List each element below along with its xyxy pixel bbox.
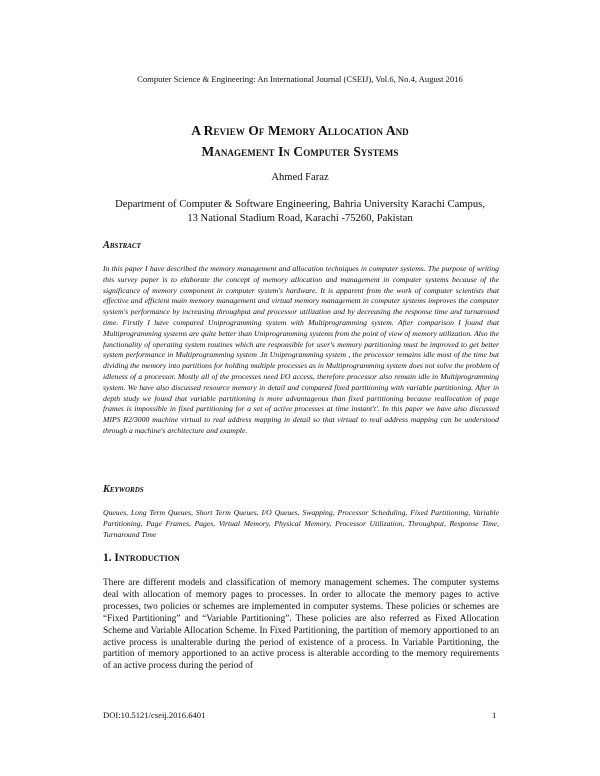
introduction-text: There are different models and classification of memory management schemes. The computer systems deal with allocation of memory pages to processes. In order to allocate the memory pages to active processes, two policies or schemes are implemented in computer systems. These policies or schemes are “Fixed Partitioning” and “Variable Partitioning”. These policies are also referred as Fixed Allocation Scheme and Variable Allocation Scheme. In Fixed Partitioning, the partition of memory apportioned to an active process is unalterable during the period of existence of a process. In Variable Partitioning, the partition of memory apportioned to an active process is alterable according to the memory requirements of an active process during the period of — [103, 578, 499, 672]
introduction-heading: 1. Introduction — [103, 552, 180, 564]
paper-title — [60, 120, 540, 162]
abstract-heading: Abstract — [103, 240, 141, 251]
doi-footer: DOI:10.5121/cseij.2016.6401 — [103, 710, 206, 720]
keywords-heading: Keywords — [103, 484, 144, 495]
affiliation-line-1: Department of Computer & Software Engineering, Bahria University Karachi Campus, — [115, 199, 485, 210]
title-line-1: A Review Of Memory Allocation And — [191, 123, 409, 138]
journal-header: Computer Science & Engineering: An International Journal (CSEIJ), Vol.6, No.4, August 2016 — [137, 74, 463, 84]
author-affiliation — [60, 198, 540, 225]
keywords-text: Queues, Long Term Queues, Short Term Queues, I/O Queues, Swapping, Processor Scheduling, Fixed Partitioning, Variable Partitioning, Page Frames, Pages, Virtual Memory, Physical Memory, Processor Utilization, Throughput, Response Time, Turnaround Time — [103, 508, 499, 539]
affiliation-line-2: 13 National Stadium Road, Karachi -75260, Pakistan — [187, 212, 413, 224]
author-name: Ahmed Faraz — [271, 172, 329, 183]
page-number: 1 — [492, 710, 497, 720]
title-line-2: Management In Computer Systems — [201, 144, 399, 159]
abstract-text: In this paper I have described the memory management and allocation techniques in computer systems. The purpose of writing this survey paper is to elaborate the concept of memory allocation and management in computer systems because of the significance of memory component in computer system's hardware. It is apparent from the work of computer scientists that effective and efficient main memory management and virtual memory management in computer systems improves the computer system's performance by increasing throughput and processor utilization and by decreasing the response time and turnaround time. Firstly I have compared Uniprogramming system with Multiprogramming system. After comparison I found that Multiprogramming systems are quite better than Uniprogramming systems from the point of view of memory utilization. Also the functionality of operating system routines which are responsible for user's memory partitioning must be improved to get better system performance in Multiprogramming system .In Uniprogramming system , the processor remains idle most of the time but dividing the memory into partitions for holding multiple processes as in Multiprogramming system does not solve the problem of idleness of a processor. Mostly all of the processes need I/O access, therefore processor also remain idle in Multiprogramming system. We have also discussed resource memory in detail and compared fixed partitioning with variable partitioning. After in depth study we found that variable partitioning is more advantageous than fixed partitioning because reallocation of page frames is impossible in fixed partitioning for a set of active processes at time instant't'. In this paper we have also discussed MIPS R2/3000 machine virtual to real address mapping in detail so that virtual to real address mapping can be understood through a machine's architecture and example. — [103, 264, 499, 435]
